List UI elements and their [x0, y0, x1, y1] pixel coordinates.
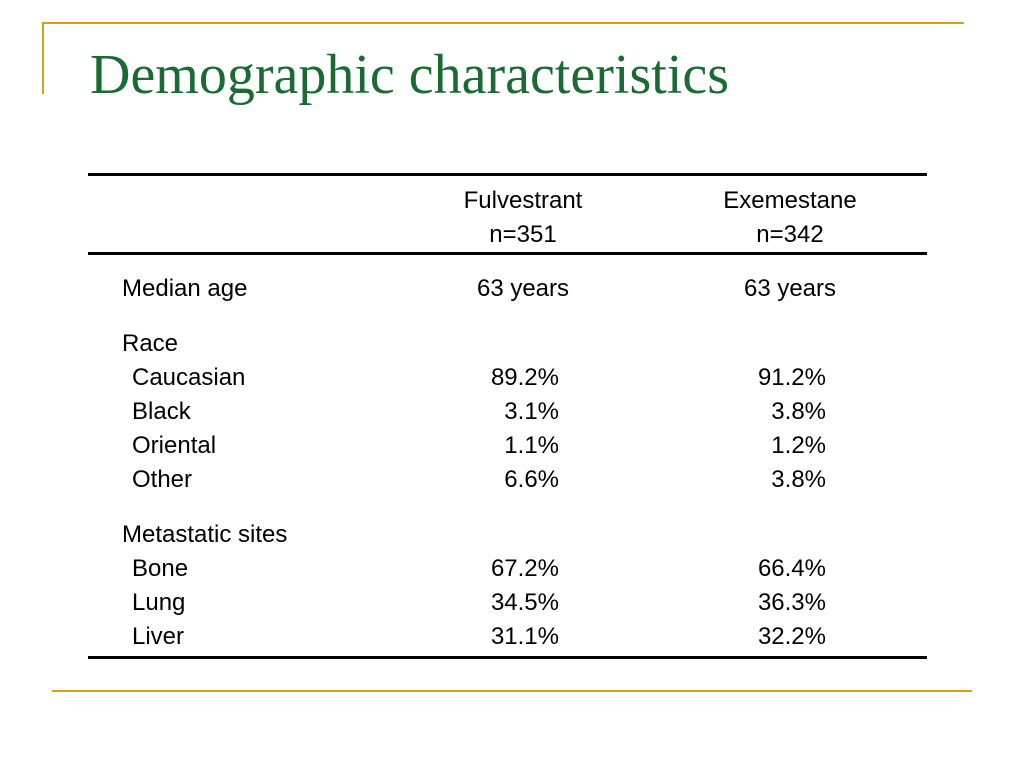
row-label-liver: Liver [132, 623, 185, 650]
decorative-top-line [42, 22, 964, 24]
row-label-bone: Bone [132, 555, 189, 582]
cell-oriental-exemestane: 1.2% [771, 432, 826, 459]
cell-other-fulvestrant: 6.6% [504, 466, 559, 493]
column-header-fulvestrant: Fulvestrant [463, 187, 583, 214]
cell-oriental-fulvestrant: 1.1% [504, 432, 559, 459]
cell-bone-exemestane: 66.4% [757, 555, 826, 582]
row-label-lung: Lung [132, 589, 186, 616]
cell-median-age-exemestane: 63 years [743, 275, 837, 302]
row-label-oriental: Oriental [132, 432, 217, 459]
cell-liver-fulvestrant: 31.1% [490, 623, 559, 650]
table-top-rule [88, 173, 927, 176]
row-label-other: Other [132, 466, 193, 493]
row-label-black: Black [132, 398, 191, 425]
decorative-left-line [42, 22, 44, 94]
cell-median-age-fulvestrant: 63 years [476, 275, 570, 302]
column-header-exemestane: Exemestane [723, 187, 857, 214]
column-header-fulvestrant-n: n=351 [489, 221, 557, 248]
cell-lung-fulvestrant: 34.5% [490, 589, 559, 616]
slide-title: Demographic characteristics [90, 44, 730, 106]
section-label-metastatic-sites: Metastatic sites [122, 521, 288, 548]
row-label-caucasian: Caucasian [132, 364, 246, 391]
column-header-exemestane-n: n=342 [756, 221, 824, 248]
table-header-rule [88, 252, 927, 255]
row-label-median-age: Median age [122, 275, 248, 302]
cell-black-exemestane: 3.8% [771, 398, 826, 425]
cell-lung-exemestane: 36.3% [757, 589, 826, 616]
cell-caucasian-exemestane: 91.2% [757, 364, 826, 391]
cell-bone-fulvestrant: 67.2% [490, 555, 559, 582]
cell-other-exemestane: 3.8% [771, 466, 826, 493]
cell-liver-exemestane: 32.2% [757, 623, 826, 650]
cell-caucasian-fulvestrant: 89.2% [490, 364, 559, 391]
decorative-bottom-line [52, 690, 972, 692]
section-label-race: Race [122, 330, 179, 357]
cell-black-fulvestrant: 3.1% [504, 398, 559, 425]
table-bottom-rule [88, 656, 927, 659]
